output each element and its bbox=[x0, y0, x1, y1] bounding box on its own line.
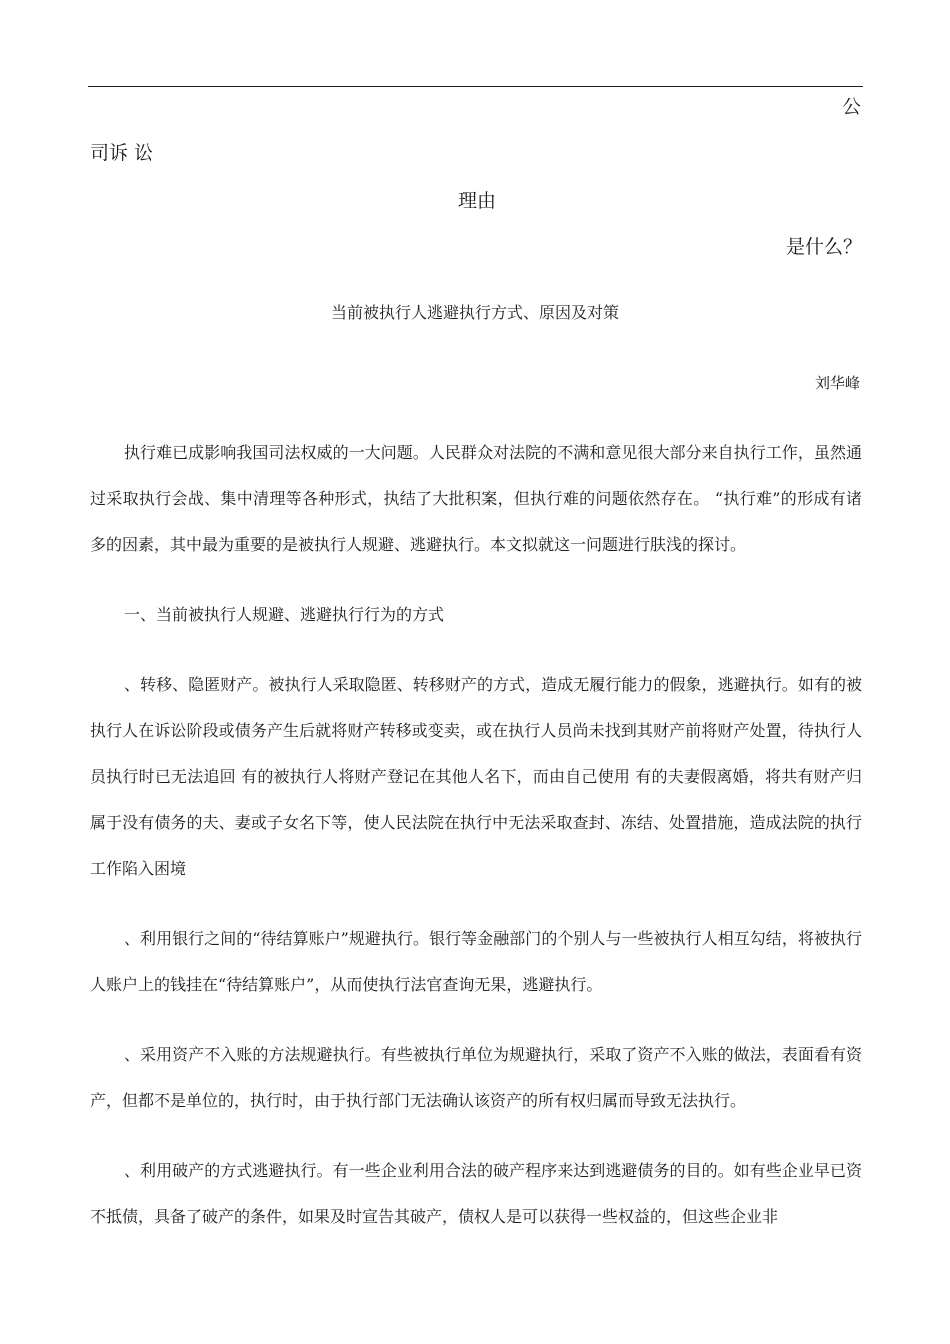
item-paragraph-3: 、采用资产不入账的方法规避执行。有些被执行单位为规避执行，采取了资产不入账的做法，表面看有资产，但都不是单位的，执行时，由于执行部门无法确认该资产的所有权归属而导致无法执行。 bbox=[90, 1045, 862, 1110]
title-fragment-4: 是什么？ bbox=[786, 236, 863, 258]
intro-paragraph: 执行难已成影响我国司法权威的一大问题。人民群众对法院的不满和意见很大部分来自执行工作，虽然通过采取执行会战、集中清理等各种形式，执结了大批积案，但执行难的问题依然存在。 “执行难”的形成有诸多的因素，其中最为重要的是被执行人规避、逃避执行。本文拟就这一问题进行肤浅的探讨。 bbox=[90, 443, 862, 554]
title-fragment-2: 司诉 讼 bbox=[90, 142, 154, 164]
body-text bbox=[90, 430, 862, 1240]
header-rule bbox=[88, 86, 863, 87]
item-paragraph-1: 、转移、隐匿财产。被执行人采取隐匿、转移财产的方式，造成无履行能力的假象，逃避执行。如有的被执行人在诉讼阶段或债务产生后就将财产转移或变卖，或在执行人员尚未找到其财产前将财产处置，待执行人员执行时已无法追回 有的被执行人将财产登记在其他人名下，而由自己使用 有的夫妻假离婚，将共有财产归属于没有债务的夫、妻或子女名下等，使人民法院在执行中无法采取查封、冻结、处置措施，造成法院的执行工作陷入困境 bbox=[90, 675, 862, 878]
item-paragraph-2: 、利用银行之间的“待结算账户”规避执行。银行等金融部门的个别人与一些被执行人相互勾结，将被执行人账户上的钱挂在“待结算账户”，从而使执行法官查询无果，逃避执行。 bbox=[90, 929, 862, 994]
title-fragment-1: 公 bbox=[842, 96, 862, 118]
section-heading-1: 一、当前被执行人规避、逃避执行行为的方式 bbox=[124, 605, 445, 624]
title-fragment-3: 理由 bbox=[458, 190, 497, 212]
author-name: 刘华峰 bbox=[814, 374, 860, 392]
document-title: 当前被执行人逃避执行方式、原因及对策 bbox=[330, 303, 619, 322]
item-paragraph-4: 、利用破产的方式逃避执行。有一些企业利用合法的破产程序来达到逃避债务的目的。如有些企业早已资不抵债，具备了破产的条件，如果及时宣告其破产，债权人是可以获得一些权益的，但这些企业非 bbox=[90, 1161, 862, 1226]
